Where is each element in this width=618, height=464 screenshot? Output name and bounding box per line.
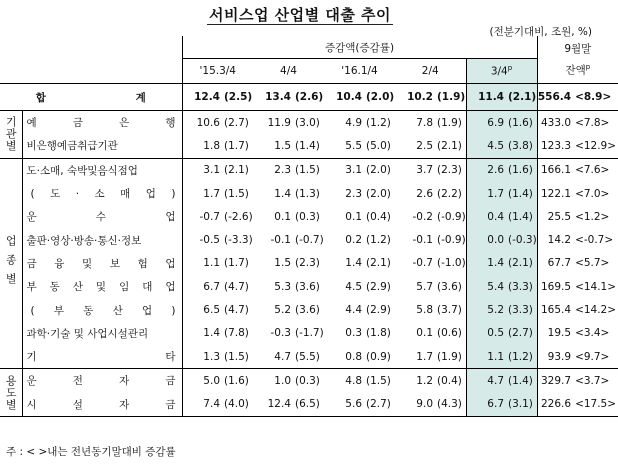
change-value: 10.6 (182, 111, 221, 135)
table-row (0, 345, 618, 369)
change-value: -0.1 (270, 234, 291, 247)
change-value: 1.8 (182, 134, 221, 158)
yoy-rate: <8.9> (573, 84, 618, 111)
change-value: -0.3 (270, 327, 291, 340)
unit-label: (전분기대비, 조원, %) (489, 26, 592, 38)
change-value: 0.3 (345, 327, 362, 340)
table-row (0, 369, 618, 393)
change-value: 1.4 (274, 187, 291, 200)
table-row (0, 393, 618, 417)
change-rate: (2.7) (505, 322, 537, 345)
row-label: 과학·기술 및 사업시설관리 (26, 327, 149, 340)
yoy-rate: <7.8> (575, 116, 610, 129)
change-value: 5.8 (416, 304, 433, 317)
change-rate: (2.3) (295, 257, 320, 270)
change-rate: (0.3) (295, 210, 320, 223)
change-value: 6.7 (182, 275, 221, 298)
change-rate: (2.1) (366, 257, 391, 270)
change-rate: (4.7) (224, 280, 249, 293)
change-rate: (6.5) (292, 393, 324, 417)
change-rate: (0.4) (366, 210, 391, 223)
change-value: 4.7 (466, 369, 505, 393)
change-rate: (2.0) (366, 187, 391, 200)
group-label (0, 369, 22, 417)
change-value: 1.5 (274, 139, 291, 152)
change-value: 1.1 (182, 252, 221, 275)
change-rate: (2.7) (363, 393, 395, 417)
change-rate: (0.3) (292, 369, 324, 393)
change-value: 1.2 (395, 369, 434, 393)
change-value: 2.6 (416, 187, 433, 200)
change-value: 5.0 (182, 369, 221, 393)
balance-value: 166.1 (537, 158, 573, 182)
change-value: 1.7 (466, 182, 505, 205)
change-value: 6.5 (182, 298, 221, 321)
change-rate: (5.5) (295, 350, 320, 363)
change-rate: (2.6) (292, 84, 324, 111)
group-label (0, 111, 22, 159)
change-value: 4.9 (345, 116, 362, 129)
change-rate: (1.5) (292, 158, 324, 182)
table-row (0, 252, 618, 275)
header-period: 2/4 (395, 59, 466, 84)
change-rate: (1.2) (505, 345, 537, 369)
change-rate: (1.7) (224, 257, 249, 270)
change-value: 1.3 (182, 345, 221, 369)
row-label: 기 타 (26, 351, 176, 364)
balance-value: 556.4 (537, 84, 573, 111)
row-label: 시 설 자 금 (22, 393, 182, 417)
header-blank (0, 36, 182, 84)
header-group-label: 증감액(증감률) (182, 36, 537, 59)
row-label: 운 전 자 금 (22, 369, 182, 393)
balance-value: 329.7 (537, 369, 573, 393)
change-rate: (3.3) (505, 275, 537, 298)
balance-value: 25.5 (537, 205, 573, 228)
change-value: 1.1 (466, 345, 505, 369)
table-row (0, 205, 618, 228)
total-label-text: 합 계 (35, 91, 146, 104)
row-label: 비은행예금취급기관 (26, 140, 118, 153)
change-rate: (2.5) (221, 84, 253, 111)
footnote: 주 : < >내는 전년동기말대비 증감률 (6, 446, 176, 458)
header-period: 4/4 (253, 59, 324, 84)
change-rate: (2.9) (366, 280, 391, 293)
change-value: 13.4 (253, 84, 292, 111)
change-value: 0.8 (345, 350, 362, 363)
change-value: 4.5 (466, 134, 505, 158)
change-rate: (1.6) (505, 158, 537, 182)
change-rate: (2.0) (363, 84, 395, 111)
balance-value: 67.7 (537, 252, 573, 275)
table-row (0, 134, 618, 158)
change-value: 7.8 (416, 116, 433, 129)
yoy-rate: <7.6> (573, 158, 618, 182)
group-label (0, 158, 22, 369)
change-rate: (-0.9) (437, 234, 466, 247)
change-value: 0.1 (416, 327, 433, 340)
yoy-rate: <14.1> (575, 280, 617, 293)
change-value: 3.1 (324, 158, 363, 182)
group-label-text: 기관별 (4, 116, 18, 153)
yoy-rate: <-0.7> (575, 234, 614, 247)
change-rate: (1.6) (221, 369, 253, 393)
change-rate: (1.5) (224, 187, 249, 200)
change-value: 2.3 (253, 158, 292, 182)
change-rate: (-0.9) (437, 210, 466, 223)
change-rate: (1.8) (366, 327, 391, 340)
yoy-rate: <3.7> (573, 369, 618, 393)
change-rate: (5.0) (366, 139, 391, 152)
table-body (0, 84, 618, 417)
row-label: ( 도 · 소 매 업 ) (30, 188, 176, 201)
table-title: 서비스업 산업별 대출 추이 (208, 6, 392, 24)
row-label: ( 부 동 산 업 ) (30, 304, 176, 317)
change-rate: (2.1) (505, 252, 537, 275)
change-value: 10.4 (324, 84, 363, 111)
table-row (0, 298, 618, 321)
change-rate: (3.6) (295, 304, 320, 317)
yoy-rate: <9.7> (575, 350, 610, 363)
group-label-text: 용도별 (4, 374, 18, 411)
change-rate: (0.9) (366, 350, 391, 363)
change-rate: (2.0) (363, 158, 395, 182)
change-value: 5.6 (324, 393, 363, 417)
change-rate: (3.7) (437, 304, 462, 317)
balance-value: 123.3 (537, 134, 573, 158)
change-value: 9.0 (395, 393, 434, 417)
change-value: 1.5 (274, 257, 291, 270)
table-row (0, 275, 618, 298)
yoy-rate: <5.7> (575, 257, 610, 270)
row-label: 출판·영상·방송·통신·정보 (26, 234, 142, 247)
yoy-rate: <7.0> (575, 187, 610, 200)
change-rate: (1.4) (505, 205, 537, 228)
change-value: 4.4 (345, 304, 362, 317)
change-rate: (1.2) (366, 116, 391, 129)
change-value: 5.5 (345, 139, 362, 152)
change-value: 0.4 (466, 205, 505, 228)
change-rate: (1.4) (505, 369, 537, 393)
change-rate: (3.6) (295, 280, 320, 293)
yoy-rate: <14.2> (575, 304, 617, 317)
change-rate: (1.7) (224, 139, 249, 152)
balance-value: 14.2 (537, 228, 573, 251)
change-value: 12.4 (182, 84, 221, 111)
change-value: -0.7 (412, 257, 433, 270)
change-rate: (1.9) (434, 84, 466, 111)
balance-value: 226.6 (537, 393, 573, 417)
change-rate: (4.7) (224, 304, 249, 317)
change-value: 4.8 (324, 369, 363, 393)
change-rate: (-0.3) (505, 228, 537, 251)
header-period: '16.1/4 (324, 59, 395, 84)
change-rate: (2.3) (434, 158, 466, 182)
row-label: 금 융 및 보 험 업 (26, 257, 176, 270)
change-value: 3.7 (395, 158, 434, 182)
change-rate: (2.2) (437, 187, 462, 200)
change-value: 0.0 (466, 228, 505, 251)
change-rate: (1.4) (505, 182, 537, 205)
table-row (0, 158, 618, 182)
balance-value: 433.0 (537, 111, 573, 135)
change-value: 0.2 (345, 234, 362, 247)
yoy-rate: <12.9> (575, 139, 617, 152)
header-period: '15.3/4 (182, 59, 253, 84)
row-label: 부 동 산 및 임 대 업 (26, 281, 176, 294)
table-row-total (0, 84, 618, 111)
change-value: -0.2 (412, 210, 433, 223)
change-rate: (2.9) (366, 304, 391, 317)
change-rate: (1.5) (224, 350, 249, 363)
change-rate: (3.0) (295, 116, 320, 129)
change-rate: (1.6) (505, 111, 537, 135)
change-value: 12.4 (253, 393, 292, 417)
change-value: 1.4 (182, 322, 221, 345)
change-rate: (0.4) (434, 369, 466, 393)
header-row-1 (0, 36, 618, 59)
group-label-text: 업종별 (4, 234, 18, 292)
total-label (0, 84, 182, 111)
change-value: 0.1 (345, 210, 362, 223)
change-value: 4.5 (345, 280, 362, 293)
change-rate: (3.3) (505, 298, 537, 321)
change-value: 1.4 (345, 257, 362, 270)
change-value: 1.7 (416, 350, 433, 363)
change-value: 1.0 (253, 369, 292, 393)
change-rate: (3.6) (437, 280, 462, 293)
row-label: 예 금 은 행 (26, 117, 176, 130)
change-rate: (-2.6) (224, 210, 253, 223)
change-rate: (4.0) (221, 393, 253, 417)
change-rate: (1.4) (295, 139, 320, 152)
change-rate: (1.2) (366, 234, 391, 247)
change-value: 4.7 (274, 350, 291, 363)
row-label: 도·소매, 숙박및음식점업 (22, 158, 182, 182)
change-value: 10.2 (395, 84, 434, 111)
change-value: -0.1 (412, 234, 433, 247)
balance-value: 122.1 (537, 182, 573, 205)
yoy-rate: <3.4> (575, 327, 610, 340)
change-value: 0.1 (274, 210, 291, 223)
change-value: 2.3 (345, 187, 362, 200)
header-balance: 9월말 잔액$^p$ (537, 36, 618, 84)
change-value: 6.9 (466, 111, 505, 135)
change-rate: (2.7) (224, 116, 249, 129)
change-rate: (1.9) (437, 116, 462, 129)
change-value: 11.4 (466, 84, 505, 111)
table-row (0, 228, 618, 251)
change-rate: (2.1) (505, 84, 537, 111)
balance-value: 169.5 (537, 275, 573, 298)
yoy-rate: <1.2> (575, 210, 610, 223)
change-rate: (1.3) (295, 187, 320, 200)
loan-table (0, 36, 618, 417)
change-rate: (3.8) (505, 134, 537, 158)
change-value: 5.3 (274, 280, 291, 293)
change-rate: (-1.0) (437, 257, 466, 270)
change-rate: (-3.3) (224, 234, 253, 247)
change-value: -0.5 (182, 228, 221, 251)
table-row (0, 182, 618, 205)
change-rate: (-0.7) (295, 234, 324, 247)
change-rate: (2.1) (437, 139, 462, 152)
change-value: 0.5 (466, 322, 505, 345)
change-value: 5.7 (416, 280, 433, 293)
change-value: 7.4 (182, 393, 221, 417)
change-rate: (4.3) (434, 393, 466, 417)
change-rate: (7.8) (224, 327, 249, 340)
change-value: 1.7 (182, 182, 221, 205)
yoy-rate: <17.5> (573, 393, 618, 417)
change-rate: (1.9) (437, 350, 462, 363)
change-value: 2.6 (466, 158, 505, 182)
change-value: 1.4 (466, 252, 505, 275)
change-value: -0.7 (182, 205, 221, 228)
change-value: 2.5 (416, 139, 433, 152)
change-value: 11.9 (267, 116, 291, 129)
balance-value: 165.4 (537, 298, 573, 321)
table-row (0, 322, 618, 345)
change-value: 5.2 (274, 304, 291, 317)
change-rate: (1.5) (363, 369, 395, 393)
balance-value: 93.9 (537, 345, 573, 369)
change-rate: (0.6) (437, 327, 462, 340)
change-rate: (-1.7) (295, 327, 324, 340)
header-period-current: 3/4$^p$ (466, 59, 537, 84)
table-row (0, 111, 618, 135)
change-value: 5.4 (466, 275, 505, 298)
change-value: 6.7 (466, 393, 505, 417)
balance-value: 19.5 (537, 322, 573, 345)
change-rate: (2.1) (221, 158, 253, 182)
change-value: 5.2 (466, 298, 505, 321)
change-value: 3.1 (182, 158, 221, 182)
change-rate: (3.1) (505, 393, 537, 417)
row-label: 운 수 업 (26, 211, 176, 224)
